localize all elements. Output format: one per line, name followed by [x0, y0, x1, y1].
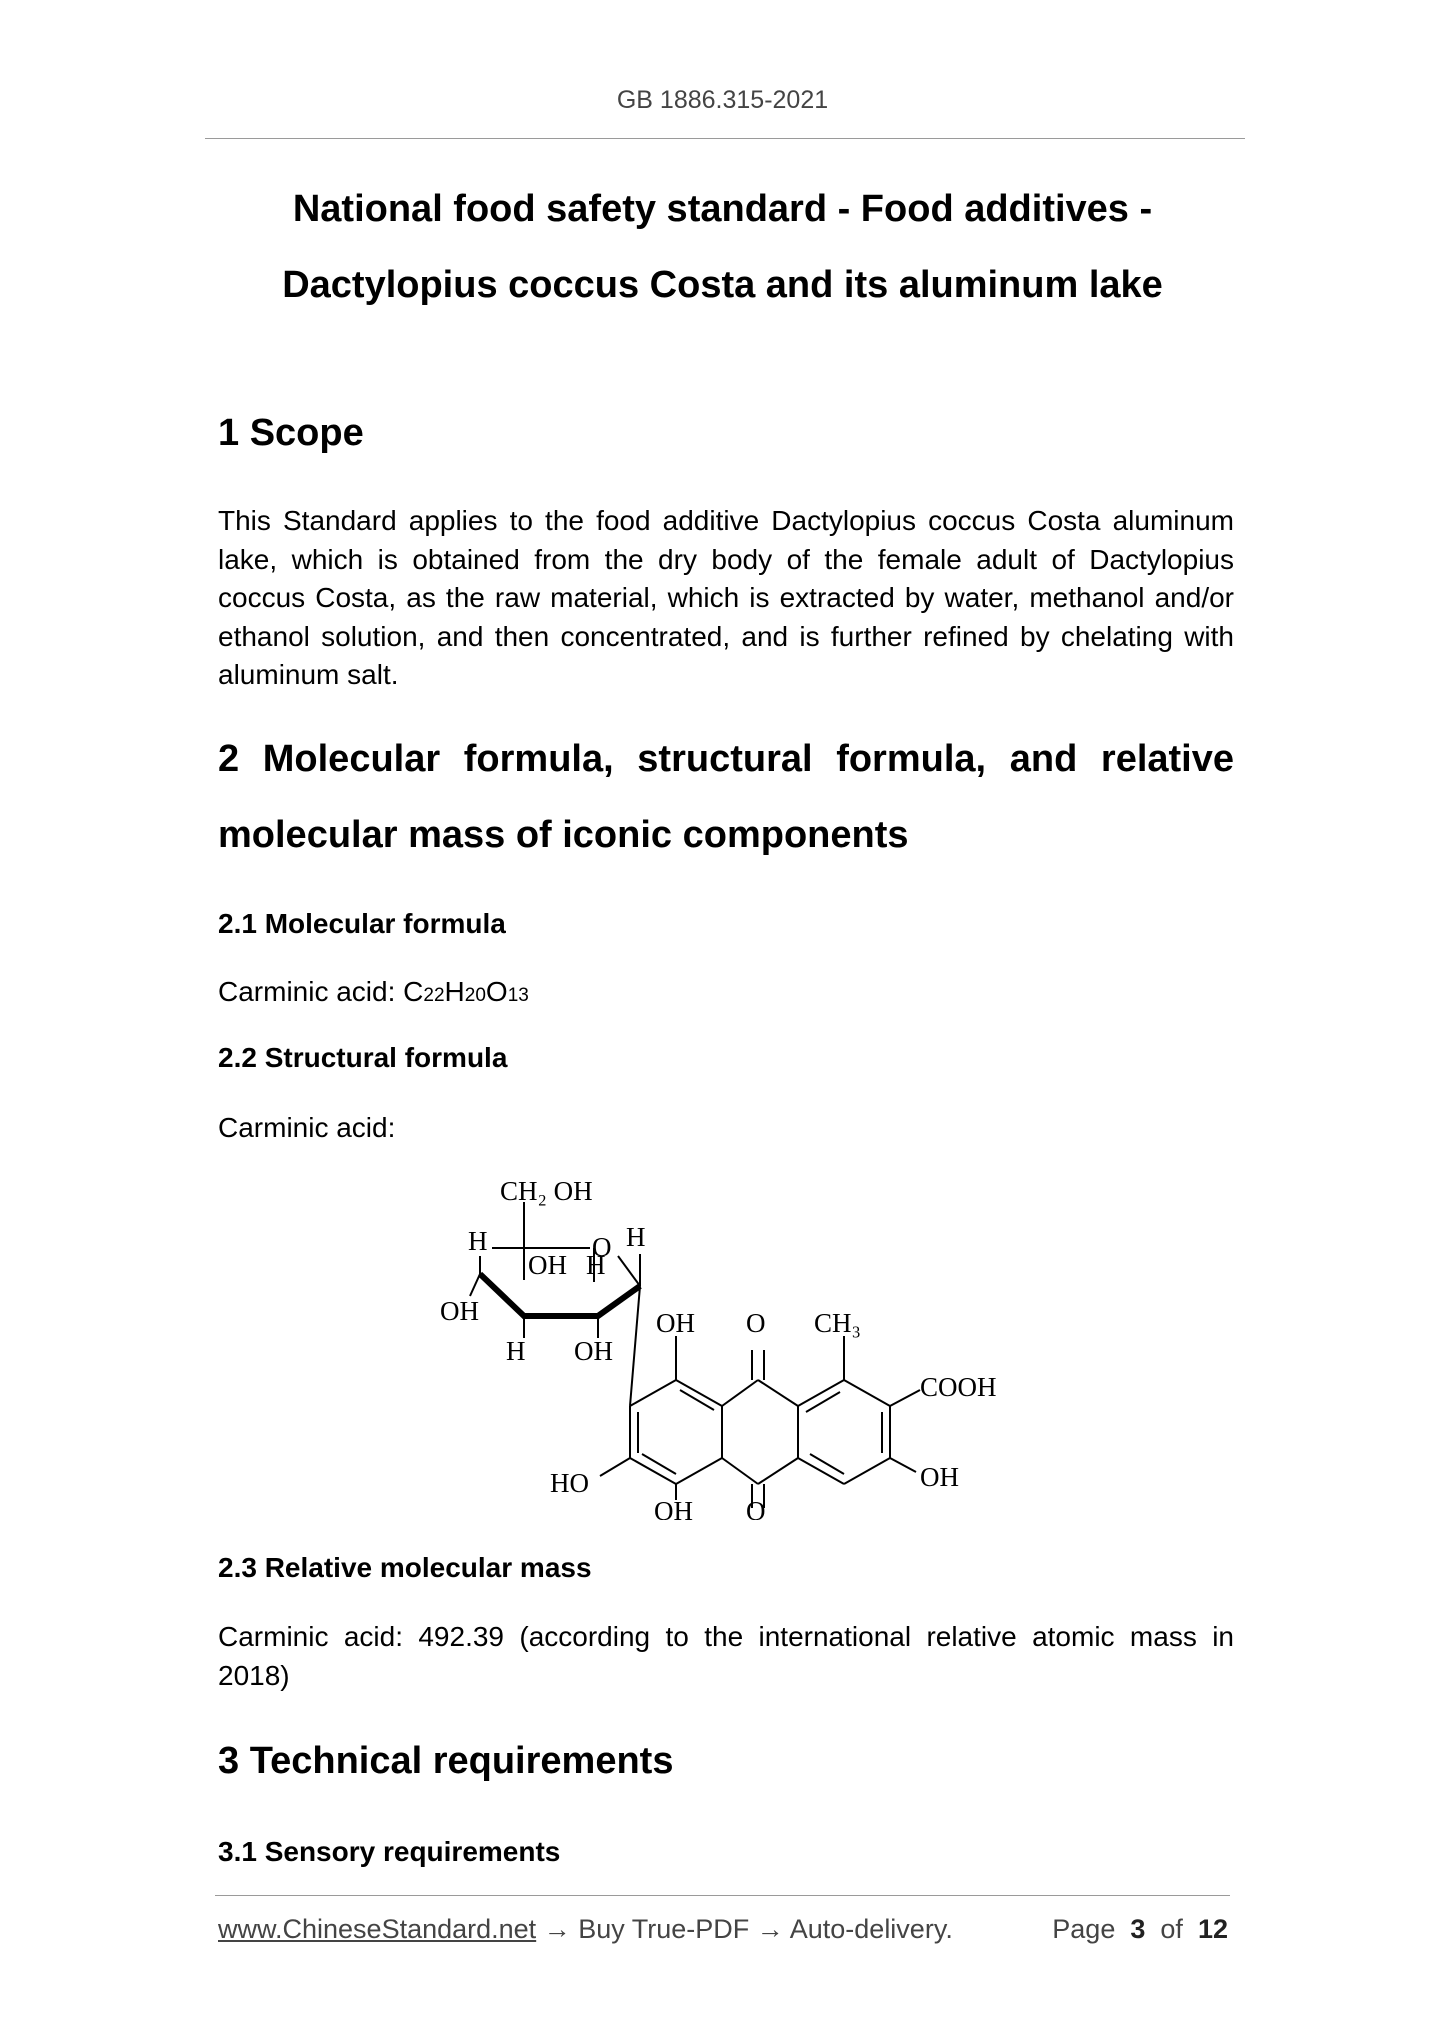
section-1-body-line: lake, which is obtained from the dry body of the female adult of Dactylopius	[218, 543, 1234, 575]
section-1-body-line: ethanol solution, and then concentrated, and is further refined by chelating with	[218, 620, 1234, 652]
molecular-formula-label: Carminic acid:	[218, 976, 404, 1007]
ring-bond	[844, 1458, 890, 1484]
label-o-carbonyl-top: O	[746, 1308, 766, 1338]
ring-bond	[758, 1458, 798, 1484]
ring-double-bond	[642, 1454, 676, 1474]
label-oh-ring: OH	[528, 1250, 567, 1280]
label-h-ring: H	[586, 1250, 606, 1280]
ring-bond	[758, 1380, 798, 1406]
formula-o: O	[485, 976, 508, 1007]
label-ho-left: HO	[550, 1468, 589, 1498]
label-cooh: COOH	[920, 1372, 997, 1402]
section-2-heading-line1: 2 Molecular formula, structural formula, and relative	[218, 738, 1234, 780]
section-1-body	[218, 502, 1234, 695]
label-oh-left: OH	[440, 1296, 479, 1326]
header-divider	[205, 138, 1245, 139]
formula-o-count: 13	[507, 985, 529, 1006]
footer-site-link[interactable]: www.ChineseStandard.net	[218, 1914, 537, 1944]
formula-c: C	[403, 976, 424, 1007]
formula-h-count: 20	[464, 985, 486, 1006]
structural-formula-label: Carminic acid:	[218, 1112, 396, 1143]
substituent-bond	[890, 1390, 920, 1406]
section-1-body-line: This Standard applies to the food additive Dactylopius coccus Costa aluminum	[218, 505, 1234, 536]
label-oh-1: OH	[656, 1308, 695, 1338]
sugar-ring-front-edge	[480, 1274, 640, 1316]
label-ch2oh: CH₂ OH	[500, 1176, 593, 1206]
section-1-heading: 1 Scope	[218, 412, 364, 454]
section-1-body-line: coccus Costa, as the raw material, which is extracted by water, methanol and/or	[218, 582, 1234, 613]
label-ch3: CH₃	[814, 1308, 861, 1338]
section-2-2-heading: 2.2 Structural formula	[218, 1042, 508, 1073]
section-2-3-body	[218, 1618, 1234, 1695]
label-o-ring: O	[592, 1232, 612, 1262]
page-label: Page	[1052, 1914, 1116, 1944]
label-oh-right: OH	[920, 1462, 959, 1492]
header-doc-code: GB 1886.315-2021	[616, 86, 829, 114]
molecular-formula-line	[218, 976, 529, 1008]
page-total: 12	[1197, 1914, 1228, 1944]
ring-bond	[676, 1458, 722, 1484]
page-of-label: of	[1160, 1914, 1183, 1944]
carminic-acid-structure-diagram	[440, 1170, 1020, 1520]
ring-bond	[722, 1380, 758, 1406]
sugar-bond	[470, 1274, 480, 1296]
section-3-1-heading: 3.1 Sensory requirements	[218, 1836, 561, 1867]
glycoside-bond	[630, 1286, 640, 1406]
substituent-bond	[890, 1458, 916, 1472]
sugar-bond	[618, 1256, 640, 1286]
formula-h: H	[444, 976, 465, 1007]
footer	[218, 1914, 1228, 1945]
section-2-3-body-line: 2018)	[218, 1659, 290, 1691]
document-title-line2: Dactylopius coccus Costa and its aluminum lake	[282, 264, 1163, 306]
footer-tagline: → Buy True-PDF → Auto-delivery.	[536, 1914, 953, 1944]
page-current: 3	[1130, 1914, 1146, 1944]
section-1-body-line: aluminum salt.	[218, 659, 399, 690]
ring-bond	[722, 1458, 758, 1484]
label-o-carbonyl-bottom: O	[746, 1496, 766, 1520]
label-oh-2: OH	[654, 1496, 693, 1520]
substituent-bond	[600, 1458, 630, 1476]
label-h-top-left: H	[468, 1226, 488, 1256]
ring-double-bond	[806, 1392, 840, 1412]
ring-bond	[844, 1380, 890, 1406]
ring-double-bond	[810, 1454, 844, 1474]
section-2-3-body-line: Carminic acid: 492.39 (according to the international relative atomic mass in	[218, 1621, 1234, 1652]
ring-bond	[630, 1380, 676, 1406]
section-2-1-heading: 2.1 Molecular formula	[218, 908, 506, 939]
section-2-3-heading: 2.3 Relative molecular mass	[218, 1552, 592, 1583]
label-h-bottom: H	[506, 1336, 526, 1366]
document-title-line1: National food safety standard - Food additives -	[292, 188, 1153, 230]
formula-c-count: 22	[423, 985, 445, 1006]
section-2-heading-line2: molecular mass of iconic components	[218, 814, 909, 856]
footer-page-info	[1052, 1914, 1228, 1945]
label-oh-bottom: OH	[574, 1336, 613, 1366]
section-3-heading: 3 Technical requirements	[218, 1740, 674, 1782]
label-h-top-right: H	[626, 1222, 646, 1252]
footer-divider	[215, 1895, 1230, 1896]
